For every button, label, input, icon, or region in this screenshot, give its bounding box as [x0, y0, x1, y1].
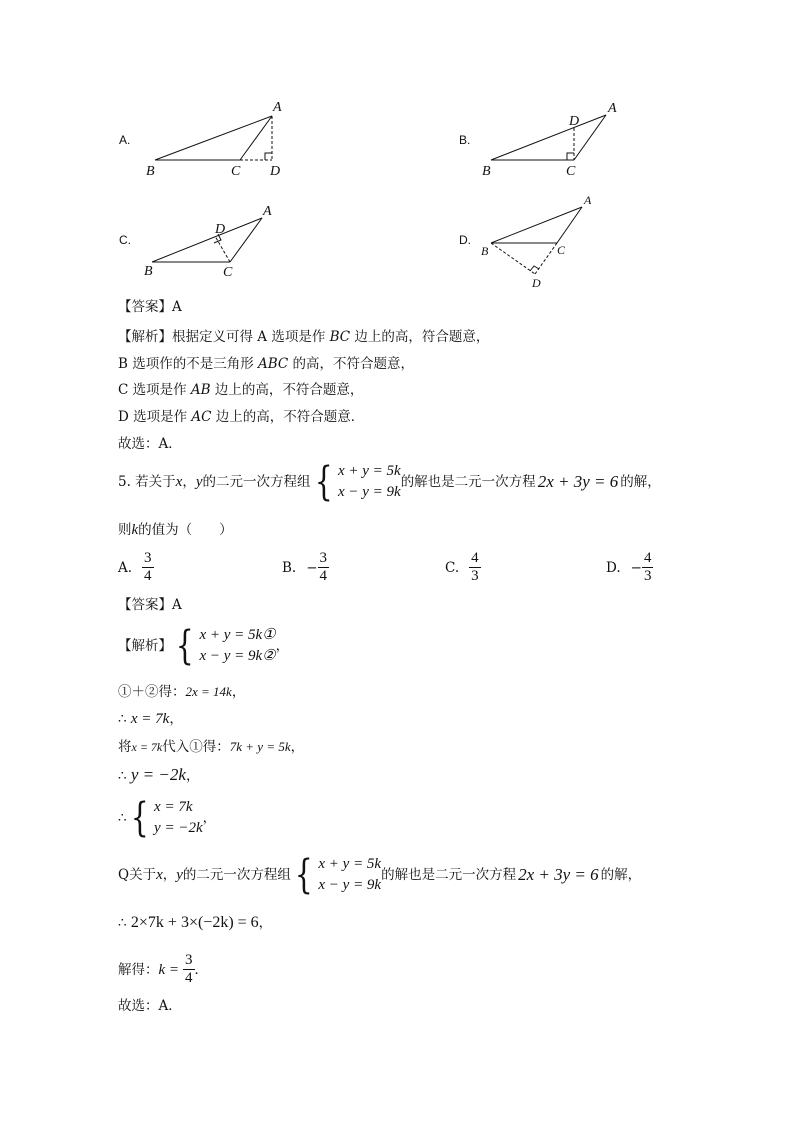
q5-stem-line-2 — [118, 520, 233, 540]
q5-answer-tag: 【答案】 — [118, 597, 172, 613]
figure-b-side-ab — [491, 115, 606, 160]
q4-analysis-line-3 — [118, 380, 363, 400]
q5-option-c-fraction — [469, 550, 481, 585]
q5-option-d-num: 4 — [643, 550, 652, 566]
q5-stem — [118, 461, 661, 503]
q5-var-y: y — [195, 474, 203, 490]
q5-analysis-tail: ， — [275, 638, 290, 654]
figure-d-label-c: C — [557, 243, 566, 257]
q5-system-eq2: x − y = 9k — [337, 484, 401, 500]
q5-step-6 — [118, 854, 641, 896]
q5-stem-text-e-b: 的值为（ ） — [138, 522, 233, 538]
q5-step3-text-a: 将 — [118, 739, 132, 755]
q5-analysis-system — [172, 625, 276, 667]
q5-step2-math: x = 7k — [130, 711, 170, 727]
q5-step5-eq1: x = 7k — [154, 799, 193, 815]
q5-step3-math-1: x = 7k — [131, 740, 163, 754]
q5-option-b-den: 4 — [319, 568, 328, 584]
figure-b-label-a: A — [608, 101, 617, 116]
q4-line2-text-b: 的高，不符合题意， — [288, 356, 415, 372]
figure-c-option-label: C. — [119, 233, 131, 247]
q4-answer-tag: 【答案】 — [118, 299, 172, 315]
q5-answer-value: A — [172, 597, 182, 613]
q5-step8-math: k = — [158, 961, 180, 978]
figure-b-label-d: D — [569, 114, 580, 129]
q5-equation-3: 2x + 3y = 6 — [537, 472, 619, 491]
q5-option-d-label: D. — [606, 559, 621, 576]
q5-step4-tail: ， — [185, 768, 200, 784]
q5-step3-text-b: 代入①得： — [162, 739, 230, 755]
q5-option-a[interactable] — [118, 550, 154, 585]
q5-step-7 — [118, 913, 272, 933]
q5-answer-line — [118, 595, 182, 615]
q5-step-8 — [118, 952, 208, 987]
q5-step7-text: ∴ — [118, 915, 131, 931]
figure-a-label-b: B — [146, 164, 155, 179]
q5-stem-text-d: 的解， — [620, 474, 661, 490]
q5-equation-system — [311, 461, 401, 503]
q5-system-brace: { — [314, 459, 333, 505]
figure-a-option-label: A. — [119, 133, 131, 147]
q4-analysis-tag: 【解析】 — [118, 329, 172, 345]
q5-step8-fraction — [183, 952, 195, 987]
q4-line1-math: BC — [329, 329, 351, 345]
figure-d-dashed-bd — [491, 243, 535, 274]
q4-analysis-line-4 — [118, 407, 364, 427]
figure-a-label-c: C — [231, 164, 241, 179]
q4-line3-math: AB — [190, 382, 211, 398]
q5-option-c-den: 3 — [471, 568, 479, 584]
figures-canvas — [0, 0, 794, 300]
q5-step7-math: 2×7k + 3×(−2k) = 6 — [130, 914, 259, 931]
q5-step2-text: ∴ — [118, 711, 131, 727]
q5-option-b-label: B. — [282, 559, 297, 576]
q5-step6-var-y: y — [176, 867, 183, 883]
figure-d-label-b: B — [481, 244, 489, 258]
q5-step-3 — [118, 737, 304, 757]
q5-step6-eq3: 2x + 3y = 6 — [518, 865, 599, 884]
figure-d-side-ab — [491, 207, 582, 243]
figure-c-label-d: D — [215, 222, 226, 237]
q5-step5-brace: { — [130, 795, 149, 841]
q5-step5-tail: ， — [202, 810, 217, 826]
q5-option-b[interactable] — [282, 550, 329, 585]
q5-option-c[interactable] — [445, 550, 481, 585]
figure-c[interactable] — [119, 204, 272, 280]
figure-d-dashed-cd — [535, 243, 557, 274]
q5-step5-system — [127, 797, 203, 839]
q4-line2-math: ABC — [258, 356, 289, 372]
q5-var-k: k — [131, 522, 139, 538]
q5-option-d[interactable] — [606, 550, 653, 585]
q5-stem-text-b: 的二元一次方程组 — [202, 474, 311, 490]
q5-comma: ， — [182, 474, 196, 490]
q5-analysis-brace: { — [175, 623, 194, 669]
q5-option-d-fraction — [642, 550, 654, 585]
q5-step-2 — [118, 709, 183, 729]
q5-option-a-label: A. — [118, 559, 133, 576]
q5-step4-text: ∴ — [118, 768, 131, 784]
q5-option-a-den: 4 — [144, 568, 152, 584]
q5-stem-text-c: 的解也是二元一次方程 — [400, 474, 536, 490]
q5-analysis-tag: 【解析】 — [118, 638, 172, 654]
q4-conclusion: 故选：A． — [118, 436, 182, 452]
q5-step6-system — [291, 854, 381, 896]
q4-answer-value: A — [172, 299, 182, 315]
q5-stem-text-e-a: 则 — [118, 522, 132, 538]
q5-step3-math-2: 7k + y = 5k — [229, 739, 291, 754]
figure-d-option-label: D. — [459, 233, 471, 247]
figure-a-right-angle-mark — [265, 153, 272, 160]
figure-d-label-d: D — [532, 276, 541, 290]
q5-step1-math: 2x = 14k — [185, 684, 232, 699]
q4-analysis-line-2 — [118, 354, 414, 374]
q4-answer-line — [118, 297, 182, 317]
q4-line1-text-b: 边上的高，符合题意， — [350, 329, 490, 345]
q5-step6-comma: ， — [162, 867, 177, 883]
q5-option-d-den: 3 — [643, 568, 652, 584]
figure-c-label-c: C — [223, 265, 233, 280]
figure-c-label-a: A — [263, 204, 272, 219]
figure-b-right-angle-mark — [567, 153, 574, 160]
q5-step-1 — [118, 682, 245, 702]
q5-analysis-eq2: x − y = 9k② — [199, 648, 276, 664]
q5-step6-eq1: x + y = 5k — [318, 856, 382, 872]
figure-d[interactable] — [459, 193, 592, 290]
q5-step2-tail: ， — [169, 711, 183, 727]
figure-c-label-b: B — [144, 264, 153, 279]
q5-step5-eq2: y = −2k — [154, 820, 203, 836]
figure-b[interactable] — [459, 101, 617, 179]
q4-line4-math: AC — [191, 409, 212, 425]
q5-step5-text: ∴ — [118, 810, 127, 826]
q5-var-x: x — [175, 474, 183, 490]
q5-step6-brace: { — [294, 852, 313, 898]
q5-conclusion: 故选：A． — [118, 998, 182, 1014]
q5-step8-tail: ． — [194, 961, 209, 978]
q5-step8-text: 解得： — [118, 961, 159, 978]
q5-step-5 — [118, 797, 216, 839]
q5-option-b-sign: − — [306, 559, 318, 576]
q5-stem-text-a: 5. 若关于 — [118, 474, 176, 490]
figure-b-label-b: B — [482, 164, 491, 179]
q4-analysis-line-1 — [118, 327, 489, 347]
q5-system-eq1: x + y = 5k — [337, 463, 401, 479]
q5-step7-tail: ， — [258, 915, 273, 931]
q5-option-a-fraction — [142, 550, 154, 585]
q4-line4-text-b: 边上的高，不符合题意． — [211, 409, 365, 425]
q5-analysis-eq1: x + y = 5k① — [199, 627, 276, 643]
q5-option-b-num: 3 — [319, 550, 328, 566]
q5-analysis-system-line — [118, 625, 289, 667]
figure-a[interactable] — [119, 100, 282, 179]
figure-d-label-a: A — [584, 193, 592, 207]
figure-a-label-d: D — [270, 164, 281, 179]
q4-line1-text-a: 根据定义可得 A 选项是作 — [172, 329, 330, 345]
q5-step6-var-x: x — [156, 867, 163, 883]
q5-step6-eq2: x − y = 9k — [318, 877, 382, 893]
q5-step6-text-d: 的解， — [600, 867, 642, 883]
q5-option-c-num: 4 — [471, 550, 479, 566]
figure-a-label-a: A — [273, 100, 282, 115]
q5-step8-den: 4 — [185, 970, 193, 986]
q5-step6-text-c: 的解也是二元一次方程 — [381, 867, 517, 883]
q5-step1-tail: ， — [231, 684, 246, 700]
q5-option-a-num: 3 — [144, 550, 152, 566]
q4-line3-text-b: 边上的高，不符合题意， — [210, 382, 364, 398]
q5-step1-text: ①＋②得： — [118, 684, 186, 700]
figure-b-label-c: C — [566, 164, 576, 179]
q5-option-b-fraction — [318, 550, 330, 585]
q4-line4-text-a: D 选项是作 — [118, 409, 192, 425]
figure-a-side-ab — [155, 116, 272, 160]
q4-line2-text-a: B 选项作的不是三角形 — [118, 356, 259, 372]
figure-d-right-angle-mark — [530, 266, 539, 271]
q4-line3-text-a: C 选项是作 — [118, 382, 191, 398]
figure-c-altitude — [215, 236, 230, 262]
q5-step6-text-b: 的二元一次方程组 — [182, 867, 291, 883]
q5-option-c-label: C. — [445, 559, 460, 576]
q5-step3-tail: ， — [290, 739, 305, 755]
q5-step-4 — [118, 765, 199, 786]
figure-b-option-label: B. — [459, 133, 471, 147]
q5-step6-text-a: Q关于 — [118, 867, 157, 883]
q5-step4-math: y = −2k — [130, 765, 186, 784]
q5-step8-num: 3 — [185, 952, 193, 968]
q5-option-d-sign: − — [630, 559, 642, 576]
